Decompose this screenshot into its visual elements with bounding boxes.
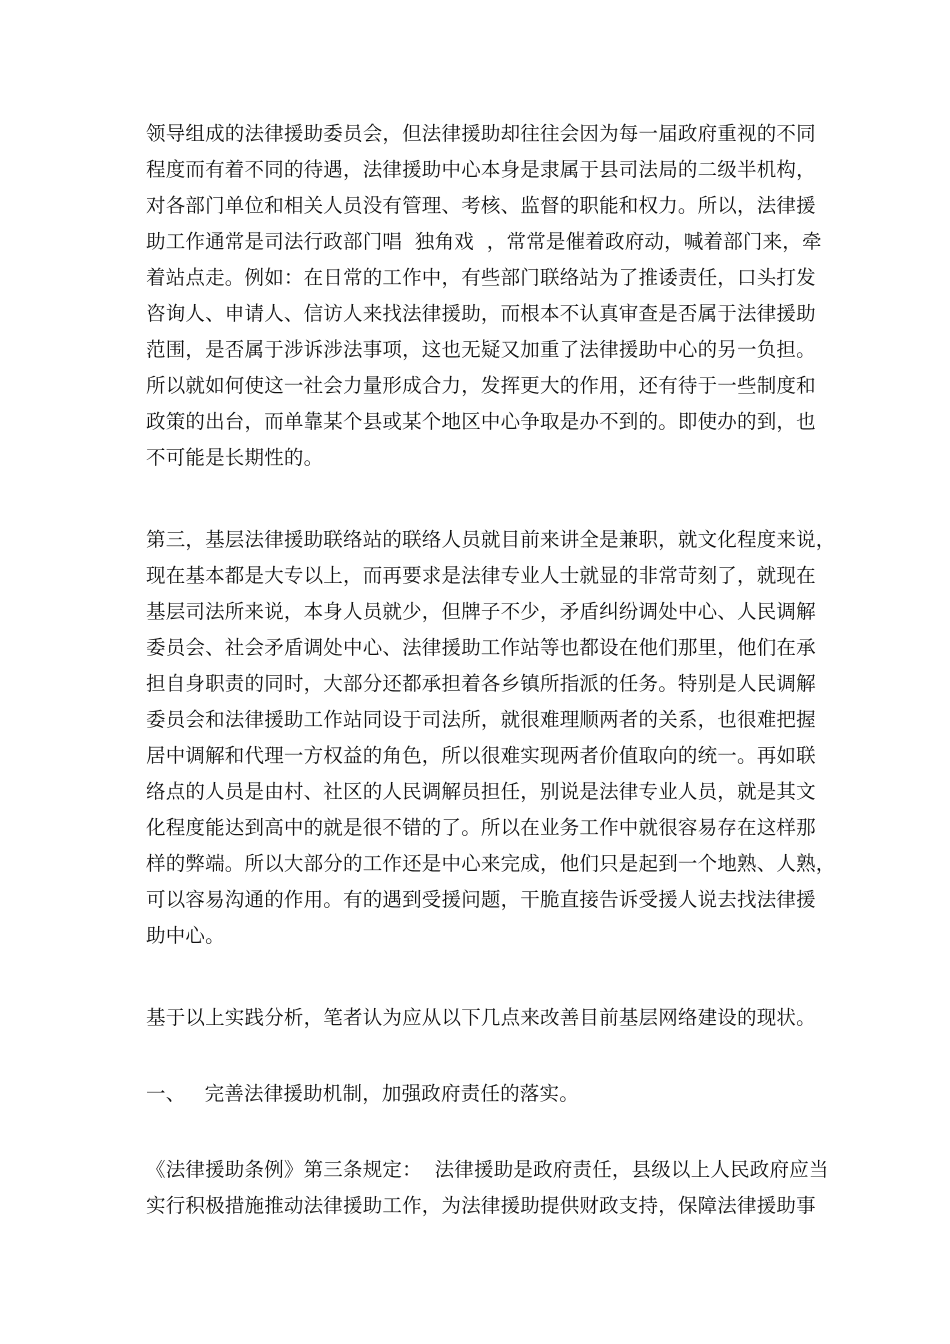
text-line: 着站点走。例如：在日常的工作中，有些部门联络站为了推诿责任，口头打发 xyxy=(146,266,816,289)
text-line: 络点的人员是由村、社区的人民调解员担任，别说是法律专业人员，就是其文 xyxy=(146,780,816,803)
text-line: 所以就如何使这一社会力量形成合力，发挥更大的作用，还有待于一些制度和 xyxy=(146,374,816,397)
text-line: 委员会、社会矛盾调处中心、法律援助工作站等也都设在他们那里，他们在承 xyxy=(146,636,816,659)
text-line: 不可能是长期性的。 xyxy=(146,446,324,469)
text-line: 助中心。 xyxy=(146,924,225,947)
text-line: 对各部门单位和相关人员没有管理、考核、监督的职能和权力。所以，法律援 xyxy=(146,194,816,217)
text-line: 居中调解和代理一方权益的角色，所以很难实现两者价值取向的统一。再如联 xyxy=(146,744,816,767)
text-line: 样的弊端。所以大部分的工作还是中心来完成，他们只是起到一个地熟、人熟， xyxy=(146,852,836,875)
text-line: 担自身职责的同时，大部分还都承担着各乡镇所指派的任务。特别是人民调解 xyxy=(146,672,816,695)
text-line: 现在基本都是大专以上，而再要求是法律专业人士就显的非常苛刻了，就现在 xyxy=(146,564,816,587)
text-line: 咨询人、申请人、信访人来找法律援助，而根本不认真审查是否属于法律援助 xyxy=(146,302,816,325)
text-line: 政策的出台，而单靠某个县或某个地区中心争取是办不到的。即使办的到，也 xyxy=(146,410,816,433)
text-line: 基层司法所来说，本身人员就少，但牌子不少，矛盾纠纷调处中心、人民调解 xyxy=(146,600,816,623)
text-line: 《法律援助条例》第三条规定： 法律援助是政府责任，县级以上人民政府应当 xyxy=(146,1158,829,1181)
text-line: 范围，是否属于涉诉涉法事项，这也无疑又加重了法律援助中心的另一负担。 xyxy=(146,338,816,361)
text-line: 一、 完善法律援助机制，加强政府责任的落实。 xyxy=(146,1082,579,1105)
text-line: 可以容易沟通的作用。有的遇到受援问题，干脆直接告诉受援人说去找法律援 xyxy=(146,888,816,911)
text-line: 程度而有着不同的待遇，法律援助中心本身是隶属于县司法局的二级半机构， xyxy=(146,158,816,181)
text-line: 化程度能达到高中的就是很不错的了。所以在业务工作中就很容易存在这样那 xyxy=(146,816,816,839)
text-line: 领导组成的法律援助委员会，但法律援助却往往会因为每一届政府重视的不同 xyxy=(146,122,816,145)
text-line: 助工作通常是司法行政部门唱 独角戏 ，常常是催着政府动，喊着部门来，牵 xyxy=(146,230,822,253)
text-line: 第三，基层法律援助联络站的联络人员就目前来讲全是兼职，就文化程度来说， xyxy=(146,528,836,551)
text-line: 实行积极措施推动法律援助工作，为法律援助提供财政支持，保障法律援助事 xyxy=(146,1194,816,1217)
text-line: 委员会和法律援助工作站同设于司法所，就很难理顺两者的关系，也很难把握 xyxy=(146,708,816,731)
text-line: 基于以上实践分析，笔者认为应从以下几点来改善目前基层网络建设的现状。 xyxy=(146,1006,816,1029)
